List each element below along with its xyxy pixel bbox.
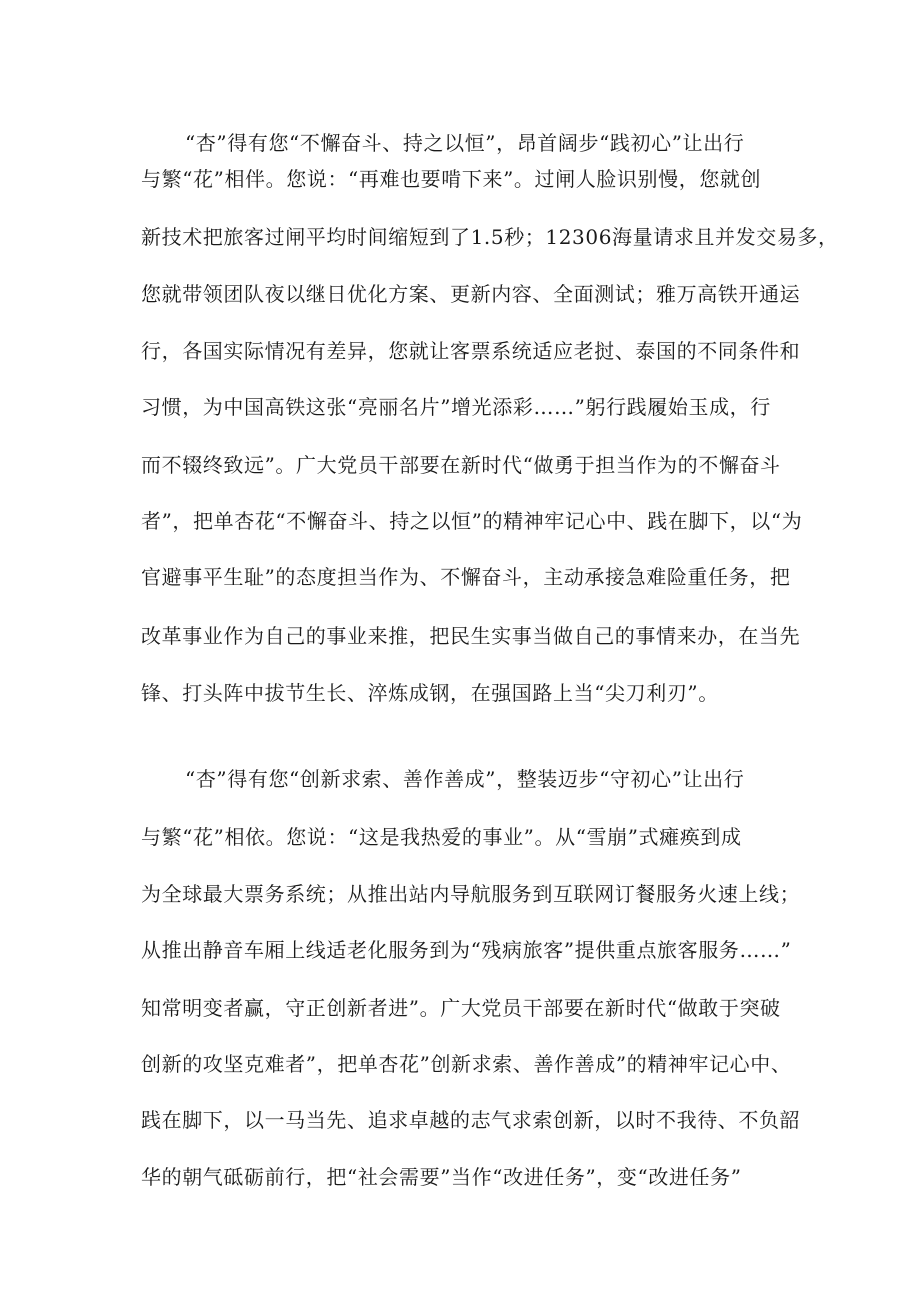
paragraph-line: 创新的攻坚克难者”，把单杏花”创新求索、善作善成”的精神牢记心中、 [141, 1052, 792, 1076]
paragraph-line: 践在脚下，以一马当先、追求卓越的志气求索创新，以时不我待、不负韶 [141, 1108, 801, 1132]
paragraph-line: “杏”得有您“创新求索、善作善成”，整装迈步“守初心”让出行 [185, 767, 745, 791]
paragraph-line: 与繁“花”相依。您说：“这是我热爱的事业”。从“雪崩”式瘫痪到成 [141, 825, 742, 849]
paragraph-line: 您就带领团队夜以继日优化方案、更新内容、全面测试；雅万高铁开通运 [141, 282, 801, 306]
paragraph-line: 官避事平生耻”的态度担当作为、不懈奋斗，主动承接急难险重任务，把 [141, 565, 791, 589]
paragraph-line: “杏”得有您“不懈奋斗、持之以恒”，昂首阔步“践初心”让出行 [185, 131, 745, 155]
paragraph-line: 新技术把旅客过闸平均时间缩短到了1.5秒；12306海量请求且并发交易多， [141, 225, 839, 249]
paragraph-line: 者”，把单杏花“不懈奋斗、持之以恒”的精神牢记心中、践在脚下，以“为 [141, 509, 803, 533]
paragraph-line: 锋、打头阵中拔节生长、淬炼成钢，在强国路上当“尖刀利刃”。 [141, 681, 719, 705]
paragraph-line: 与繁“花”相伴。您说：“再难也要啃下来”。过闸人脸识别慢，您就创 [141, 167, 762, 191]
paragraph-line: 知常明变者赢，守正创新者进”。广大党员干部要在新时代“做敢于突破 [141, 996, 781, 1020]
paragraph-line: 行，各国实际情况有差异，您就让客票系统适应老挝、泰国的不同条件和 [141, 339, 801, 363]
paragraph-line: 华的朝气砥砺前行，把“社会需要”当作“改进任务”，变“改进任务” [141, 1165, 742, 1189]
paragraph-line: 习惯，为中国高铁这张“亮丽名片”增光添彩……”躬行践履始玉成，行 [141, 395, 771, 419]
paragraph-line: 而不辍终致远”。广大党员干部要在新时代“做勇于担当作为的不懈奋斗 [141, 453, 781, 477]
paragraph-line: 从推出静音车厢上线适老化服务到为“残病旅客”提供重点旅客服务……” [141, 938, 792, 962]
paragraph-line: 为全球最大票务系统；从推出站内导航服务到互联网订餐服务火速上线； [141, 882, 801, 906]
paragraph-line: 改革事业作为自己的事业来推，把民生实事当做自己的事情来办，在当先 [141, 624, 801, 648]
